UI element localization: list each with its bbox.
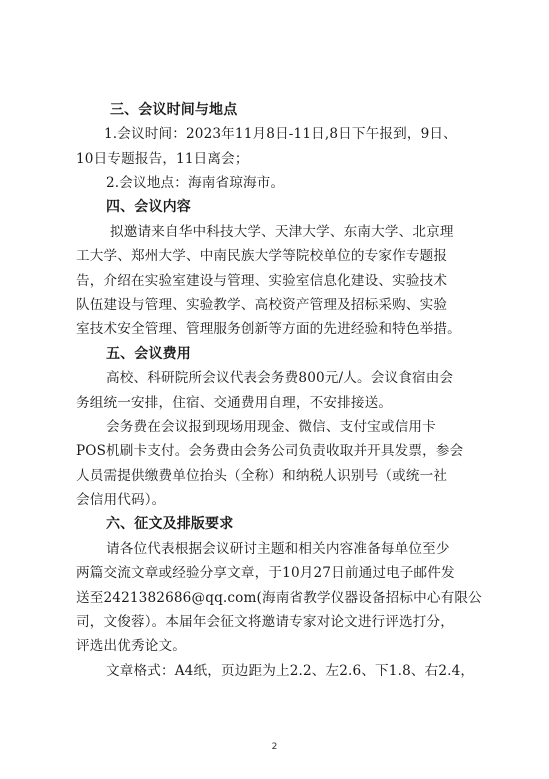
page-number: 2	[271, 742, 278, 752]
paragraph-line: 高校、科研院所会议代表会务费800元/人。会议食宿由会	[106, 370, 454, 386]
paragraph-line: 告，介绍在实验室建设与管理、实验室信息化建设、实验技术	[76, 273, 448, 289]
paragraph-line: 10日专题报告，11日离会；	[76, 151, 249, 167]
paragraph-line: 文章格式：A4纸，页边距为上2.2、左2.6、下1.8、右2.4，	[106, 663, 475, 679]
paragraph-line: 1.会议时间：2023年11月8日-11日,8日下午报到，9日、	[104, 126, 457, 142]
paragraph-line: 评选出优秀论文。	[76, 638, 186, 654]
paragraph-line: 会信用代码）。	[76, 492, 166, 508]
section-5-heading: 五、会议费用	[106, 346, 191, 362]
paragraph-line: 队伍建设与管理、实验教学、高校资产管理及招标采购、实验	[76, 297, 448, 313]
paragraph-line: 送至2421382686@qq.com(海南省教学仪器设备招标中心有限公	[76, 590, 482, 606]
section-6-heading: 六、征文及排版要求	[106, 516, 234, 532]
paragraph-line: 室技术安全管理、管理服务创新等方面的先进经验和特色举措。	[76, 321, 461, 337]
paragraph-line: 2.会议地点：海南省琼海市。	[106, 175, 285, 191]
paragraph-line: 工大学、郑州大学、中南民族大学等院校单位的专家作专题报	[76, 248, 448, 264]
paragraph-line: POS机刷卡支付。会务费由会务公司负责收取并开具发票，参会	[76, 443, 464, 459]
paragraph-line: 人员需提供缴费单位抬头（全称）和纳税人识别号（或统一社	[76, 468, 448, 484]
paragraph-line: 拟邀请来自华中科技大学、天津大学、东南大学、北京理	[110, 224, 454, 240]
paragraph-line: 司，文俊蓉）。本届年会征文将邀请专家对论文进行评选打分，	[76, 614, 455, 630]
paragraph-line: 两篇交流文章或经验分享文章，于10月27日前通过电子邮件发	[76, 565, 455, 581]
paragraph-line: 会务费在会议报到现场用现金、微信、支付宝或信用卡	[106, 419, 436, 435]
section-4-heading: 四、会议内容	[106, 199, 191, 215]
section-3-heading: 三、会议时间与地点	[110, 102, 238, 118]
paragraph-line: 务组统一安排，住宿、交通费用自理，不安排接送。	[76, 395, 393, 411]
paragraph-line: 请各位代表根据会议研讨主题和相关内容准备每单位至少	[106, 541, 450, 557]
